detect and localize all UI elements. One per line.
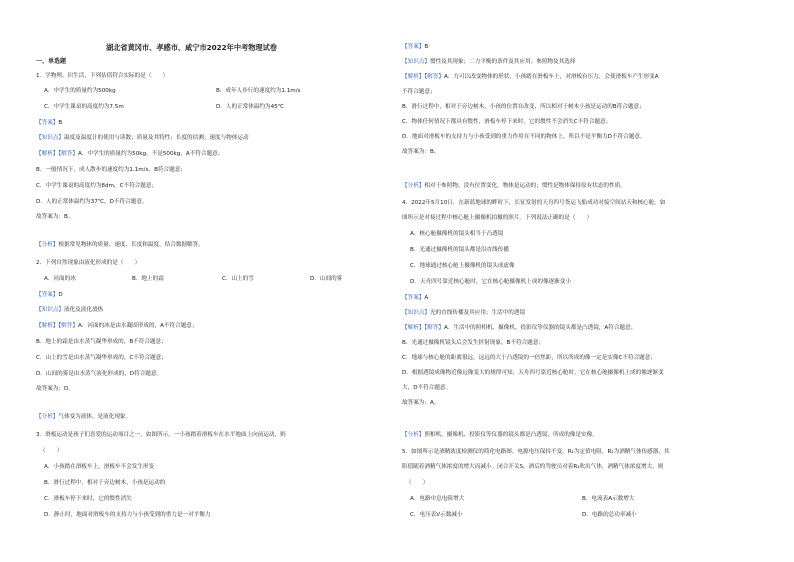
q5-option-b: B．电流表A示数增大 bbox=[582, 496, 635, 502]
q1-summary: 【分析】根据常见物体的质量、速度、长度和温度，结合数据解答。 bbox=[36, 242, 204, 248]
q4-answer: 【答案】A bbox=[402, 295, 429, 301]
q5-paren: （ ） bbox=[406, 480, 429, 486]
q5-option-c: C．电压表V示数减小 bbox=[410, 512, 463, 518]
q4-knowledge: 【知识点】光的直线传播及其应用；生活中的透镜 bbox=[402, 310, 526, 316]
q2-option-c: C．山上的雪 bbox=[222, 276, 254, 282]
q5-stem: 5．如图所示是酒精浓度检测仪的简化电路图。电源电压保持不变，R₁为定值电阻，R₂为酒精气体传感器，其 bbox=[402, 449, 670, 455]
q2-knowledge: 【知识点】液化及液化放热 bbox=[36, 307, 104, 313]
q5-stem-cont: 阻值随着酒精气体浓度的增大而减小。闭合开关S，酒后的驾驶员对着R₂吹出气体，酒精气体浓度增大，则 bbox=[402, 464, 664, 470]
q4-option-c: C．地球通过核心舱上摄像机的镜头成虚像 bbox=[410, 263, 515, 269]
q4-stem: 4．2022年5月10日，在新蓝地球的畔时下，长征发射的天舟四号货运飞船成功对接空间站天和核心舱。如 bbox=[402, 200, 666, 206]
q2-option-a: A．河面的冰 bbox=[44, 276, 76, 282]
q1-final-answer: 故答案为：B。 bbox=[36, 214, 74, 220]
q2-option-b: B．地上的霜 bbox=[132, 276, 164, 282]
q1-option-c: C．中学生课桌的高度约为7.5m bbox=[44, 104, 124, 110]
q3-paren: （ ） bbox=[40, 448, 63, 454]
q5-option-d: D．电路的总功率减小 bbox=[582, 512, 637, 518]
q1-option-b: B．成年人步行的速度约为1.1m/s bbox=[216, 88, 301, 94]
q4-analysis-a: 【解析】【解答】A．生活中的照相机、摄像机、投影仪等仪器的镜头都是凸透镜，A符合题意； bbox=[402, 325, 637, 331]
page-title: 湖北省黄冈市、孝感市、咸宁市2022年中考物理试卷 bbox=[106, 43, 277, 52]
q4-option-b: B．光通过摄像机的镜头都是沿直线传播 bbox=[410, 247, 509, 253]
q4-stem-cont: 图所示是对接过程中核心舱上摄像机拍摄的照片。下列说法正确的是（ ） bbox=[402, 215, 593, 221]
q3-analysis-d: D．地面对滑板车的支持力与小孩受到的重力作用在不同的物体上，所以不是平衡力D不符合题意。 bbox=[402, 134, 646, 140]
q3-final-answer: 故答案为：B。 bbox=[402, 149, 440, 155]
q1-analysis-c: C．中学生课桌的高度约为8dm，C不符合题意； bbox=[36, 183, 158, 189]
q2-answer: 【答案】D bbox=[36, 292, 63, 298]
q4-final-answer: 故答案为：A。 bbox=[402, 400, 440, 406]
q2-stem: 2．下列自然现象由液化形成的是（ ） bbox=[36, 260, 141, 266]
q4-analysis-c: C．地球与核心舱的距离很远，远远的大于凸透镜的一倍焦距，所以所成的像一定是实像C不符合题意； bbox=[402, 355, 656, 361]
q1-option-d: D．人的正常体温约为45℃ bbox=[216, 104, 285, 110]
q2-analysis-d: D．山间的雾是由水蒸气液化形成的，D符合题意。 bbox=[36, 371, 163, 377]
q3-option-c: C．滑板车停下来时，它的惯性消失 bbox=[44, 496, 132, 502]
q2-option-d: D．山间的雾 bbox=[310, 276, 343, 282]
q1-analysis-a: 【解析】【解答】A．中学生的质量约为50kg，不是500kg，A不符合题意； bbox=[36, 151, 224, 157]
q3-option-a: A．小孩踏在滑板车上，滑板车不会发生形变 bbox=[44, 464, 155, 470]
q3-option-d: D．静止时，地面对滑板车的支持力与小孩受到的重力是一对平衡力 bbox=[44, 512, 211, 518]
q3-analysis-a-cont: 不符合题意； bbox=[402, 89, 436, 95]
q2-final-answer: 故答案为：D。 bbox=[36, 386, 74, 392]
q4-analysis-d-cont: 大，D不符合题意。 bbox=[402, 385, 452, 391]
q4-option-a: A．核心舱摄像机的镜头相当于凸透镜 bbox=[410, 231, 504, 237]
q1-option-a: A．中学生的质量约为500kg bbox=[44, 88, 116, 94]
q4-analysis-b: B．光通过摄像机镜头后会发生折射现象，B不符合题意； bbox=[402, 340, 544, 346]
q2-analysis-c: C．山上的雪是由水蒸气凝华形成的，C不符合题意； bbox=[36, 355, 167, 361]
q3-analysis-b: B．滑行过程中，相对于旁边树木，小孩的位置在改变，所以相对于树木小孩是运动的B符合题意； bbox=[402, 104, 645, 110]
q4-analysis-d: D．根据透镜成像物近像远像变大的规律可知，天舟四号靠近核心舱时，它在核心舱摄像机上成的像逐渐变 bbox=[402, 370, 664, 376]
q3-answer: 【答案】B bbox=[402, 44, 429, 50]
q1-analysis-b: B．一般情况下，成人散步的速度约为1.1m/s，B符合题意； bbox=[36, 167, 186, 173]
q1-analysis-d: D．人的正常体温约为37℃，D不符合题意。 bbox=[36, 199, 148, 205]
q1-answer: 【答案】B bbox=[36, 120, 63, 126]
q3-analysis-c: C．物体任何情况下都具有惯性，滑板车停下来时，它的惯性不会消失C不符合题意； bbox=[402, 119, 612, 125]
q1-knowledge: 【知识点】温度及温度计的使用与读数；质量及其特性；长度的估测；速度与物体运动 bbox=[36, 135, 249, 141]
q1-stem: 1．学物理、识生活，下列估值符合实际的是（ ） bbox=[36, 73, 169, 79]
q5-option-a: A．电路中总电阻增大 bbox=[410, 496, 465, 502]
q3-option-b: B．滑行过程中，相对于旁边树木，小孩是运动的 bbox=[44, 480, 166, 486]
q2-analysis-a: 【解析】【解答】A．河面的冰是由水凝固形成的，A不符合题意； bbox=[36, 323, 198, 329]
q3-knowledge: 【知识点】惯性及其现象；二力平衡的条件及其应用；参照物及其选择 bbox=[402, 59, 576, 65]
q2-analysis-b: B．地上的霜是由水蒸气凝华形成的，B不符合题意； bbox=[36, 339, 167, 345]
q3-summary: 【分析】相对于参照物，没有位置变化，物体是运动的；惯性是物体保持原有状态的性质。 bbox=[402, 183, 626, 189]
q3-analysis-a: 【解析】【解答】A．力可以改变物体的形状，小孩踏在滑板车上，对滑板有压力，会使滑板车产生形变A bbox=[402, 74, 659, 80]
section-heading: 一、单选题 bbox=[36, 58, 67, 65]
q4-option-d: D．天舟四号靠近核心舱时，它在核心舱摄像机上成的像逐渐变小 bbox=[410, 279, 571, 285]
q3-stem: 3．滑板运动是孩子们喜爱的运动项目之一，如图所示，一小孩踏着滑板车在水平地面上向前运动，则 bbox=[36, 432, 286, 438]
q2-summary: 【分析】气体变为液体，是液化现象。 bbox=[36, 414, 132, 420]
q4-summary: 【分析】照相机、摄像机、投影仪等仪器的镜头都是凸透镜，所成的像是实像。 bbox=[402, 432, 598, 438]
